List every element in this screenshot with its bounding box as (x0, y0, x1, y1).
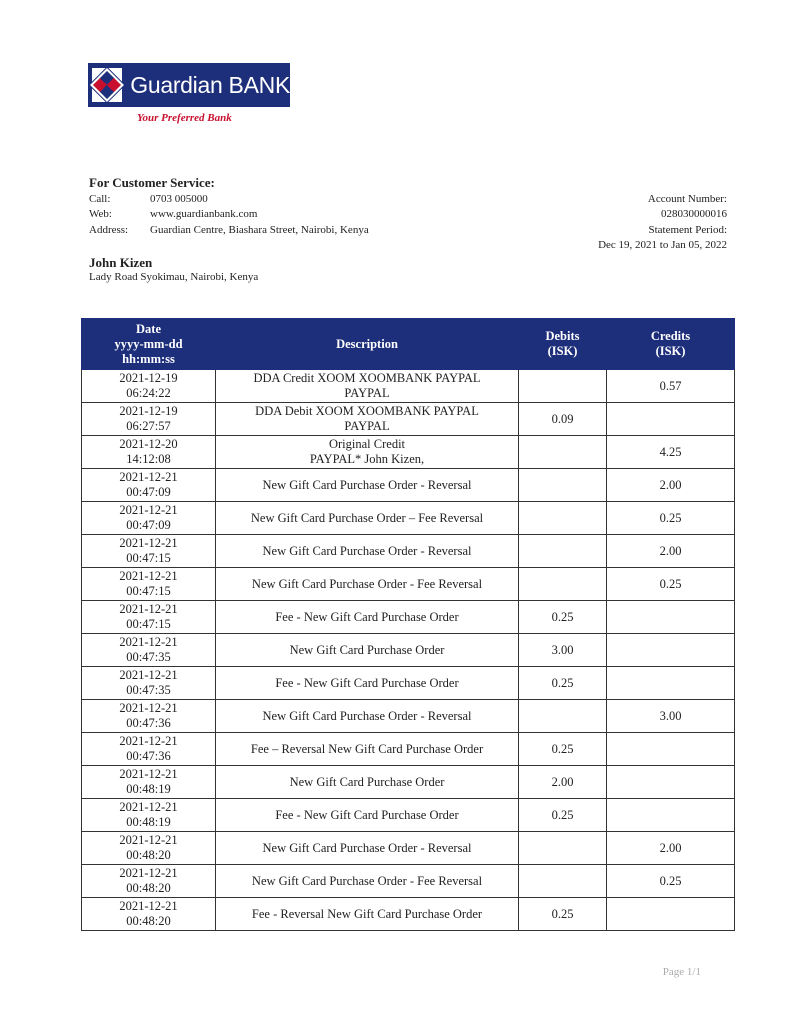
service-row-address (89, 224, 369, 236)
cell-debit: 2.00 (519, 766, 607, 799)
service-label: Call: (89, 193, 111, 205)
cell-debit: 0.25 (519, 601, 607, 634)
transactions-table (81, 318, 735, 931)
cell-date: 2021-12-21 00:47:15 (82, 568, 216, 601)
cell-credit: 0.25 (607, 502, 735, 535)
cell-description: New Gift Card Purchase Order (216, 766, 519, 799)
cell-debit: 0.09 (519, 403, 607, 436)
service-row-web (89, 208, 257, 220)
table-row (82, 535, 735, 568)
bank-tagline: Your Preferred Bank (137, 112, 232, 124)
cell-description: New Gift Card Purchase Order - Fee Reversal (216, 568, 519, 601)
cell-debit: 3.00 (519, 634, 607, 667)
cell-description: New Gift Card Purchase Order - Reversal (216, 535, 519, 568)
cell-description: Fee - New Gift Card Purchase Order (216, 601, 519, 634)
account-number: 028030000016 (661, 208, 727, 220)
page-number: Page 1/1 (662, 966, 701, 978)
service-value: 0703 005000 (150, 193, 208, 205)
column-header-date: Date yyyy-mm-dd hh:mm:ss (82, 319, 216, 370)
cell-description: Fee – Reversal New Gift Card Purchase Order (216, 733, 519, 766)
table-row (82, 865, 735, 898)
cell-credit: 2.00 (607, 832, 735, 865)
cell-debit (519, 568, 607, 601)
cell-description: New Gift Card Purchase Order – Fee Reversal (216, 502, 519, 535)
cell-description: New Gift Card Purchase Order - Fee Reversal (216, 865, 519, 898)
table-row (82, 898, 735, 931)
cell-credit (607, 634, 735, 667)
cell-description: Fee - New Gift Card Purchase Order (216, 799, 519, 832)
table-row (82, 733, 735, 766)
customer-address: Lady Road Syokimau, Nairobi, Kenya (89, 271, 259, 283)
service-value: Guardian Centre, Biashara Street, Nairobi, Kenya (150, 224, 369, 236)
cell-date: 2021-12-19 06:27:57 (82, 403, 216, 436)
cell-date: 2021-12-21 00:48:20 (82, 865, 216, 898)
table-row (82, 799, 735, 832)
cell-date: 2021-12-21 00:48:20 (82, 832, 216, 865)
cell-credit: 0.25 (607, 865, 735, 898)
cell-debit: 0.25 (519, 799, 607, 832)
table-header-row (82, 319, 735, 370)
transactions-body (82, 370, 735, 931)
cell-credit: 0.57 (607, 370, 735, 403)
cell-debit (519, 370, 607, 403)
table-row (82, 700, 735, 733)
column-header-debits: Debits (ISK) (519, 319, 607, 370)
table-row (82, 370, 735, 403)
service-value[interactable]: www.guardianbank.com (150, 208, 258, 220)
table-row (82, 502, 735, 535)
cell-debit (519, 700, 607, 733)
cell-description: DDA Credit XOOM XOOMBANK PAYPAL PAYPAL (216, 370, 519, 403)
cell-description: New Gift Card Purchase Order (216, 634, 519, 667)
cell-date: 2021-12-21 00:47:36 (82, 733, 216, 766)
statement-period-label: Statement Period: (648, 224, 727, 236)
cell-credit (607, 733, 735, 766)
cell-date: 2021-12-21 00:47:09 (82, 502, 216, 535)
cell-credit: 2.00 (607, 535, 735, 568)
cell-date: 2021-12-19 06:24:22 (82, 370, 216, 403)
cell-date: 2021-12-21 00:48:19 (82, 799, 216, 832)
table-row (82, 832, 735, 865)
cell-date: 2021-12-21 00:47:35 (82, 634, 216, 667)
account-number-label: Account Number: (647, 193, 727, 205)
cell-debit (519, 865, 607, 898)
customer-service-heading: For Customer Service: (89, 175, 215, 190)
table-row (82, 766, 735, 799)
cell-description: New Gift Card Purchase Order - Reversal (216, 700, 519, 733)
customer-name: John Kizen (89, 255, 153, 270)
column-header-credits: Credits (ISK) (607, 319, 735, 370)
cell-credit (607, 766, 735, 799)
cell-credit (607, 898, 735, 931)
cell-credit: 0.25 (607, 568, 735, 601)
column-header-description: Description (216, 319, 519, 370)
bank-name: Guardian BANK (130, 71, 290, 98)
table-row (82, 601, 735, 634)
service-label: Address: (89, 224, 129, 236)
cell-date: 2021-12-20 14:12:08 (82, 436, 216, 469)
cell-credit (607, 799, 735, 832)
statement-period: Dec 19, 2021 to Jan 05, 2022 (598, 239, 727, 251)
cell-description: Original Credit PAYPAL* John Kizen, (216, 436, 519, 469)
cell-debit (519, 832, 607, 865)
cell-date: 2021-12-21 00:47:15 (82, 601, 216, 634)
cell-description: New Gift Card Purchase Order - Reversal (216, 469, 519, 502)
cell-debit: 0.25 (519, 898, 607, 931)
cell-debit (519, 535, 607, 568)
cell-debit: 0.25 (519, 733, 607, 766)
bank-logo (88, 63, 290, 107)
cell-description: New Gift Card Purchase Order - Reversal (216, 832, 519, 865)
cell-debit (519, 502, 607, 535)
table-row (82, 469, 735, 502)
cell-credit: 4.25 (607, 436, 735, 469)
table-row (82, 634, 735, 667)
cell-date: 2021-12-21 00:48:20 (82, 898, 216, 931)
cell-credit (607, 601, 735, 634)
table-row (82, 568, 735, 601)
cell-date: 2021-12-21 00:48:19 (82, 766, 216, 799)
bank-emblem-icon (92, 68, 122, 102)
cell-credit: 2.00 (607, 469, 735, 502)
cell-debit: 0.25 (519, 667, 607, 700)
cell-date: 2021-12-21 00:47:15 (82, 535, 216, 568)
cell-debit (519, 469, 607, 502)
cell-credit: 3.00 (607, 700, 735, 733)
service-row-call (89, 193, 208, 205)
cell-description: DDA Debit XOOM XOOMBANK PAYPAL PAYPAL (216, 403, 519, 436)
cell-credit (607, 403, 735, 436)
service-label: Web: (89, 208, 112, 220)
table-row (82, 667, 735, 700)
cell-description: Fee - Reversal New Gift Card Purchase Order (216, 898, 519, 931)
cell-debit (519, 436, 607, 469)
cell-date: 2021-12-21 00:47:36 (82, 700, 216, 733)
table-row (82, 436, 735, 469)
cell-description: Fee - New Gift Card Purchase Order (216, 667, 519, 700)
cell-credit (607, 667, 735, 700)
table-row (82, 403, 735, 436)
cell-date: 2021-12-21 00:47:35 (82, 667, 216, 700)
cell-date: 2021-12-21 00:47:09 (82, 469, 216, 502)
